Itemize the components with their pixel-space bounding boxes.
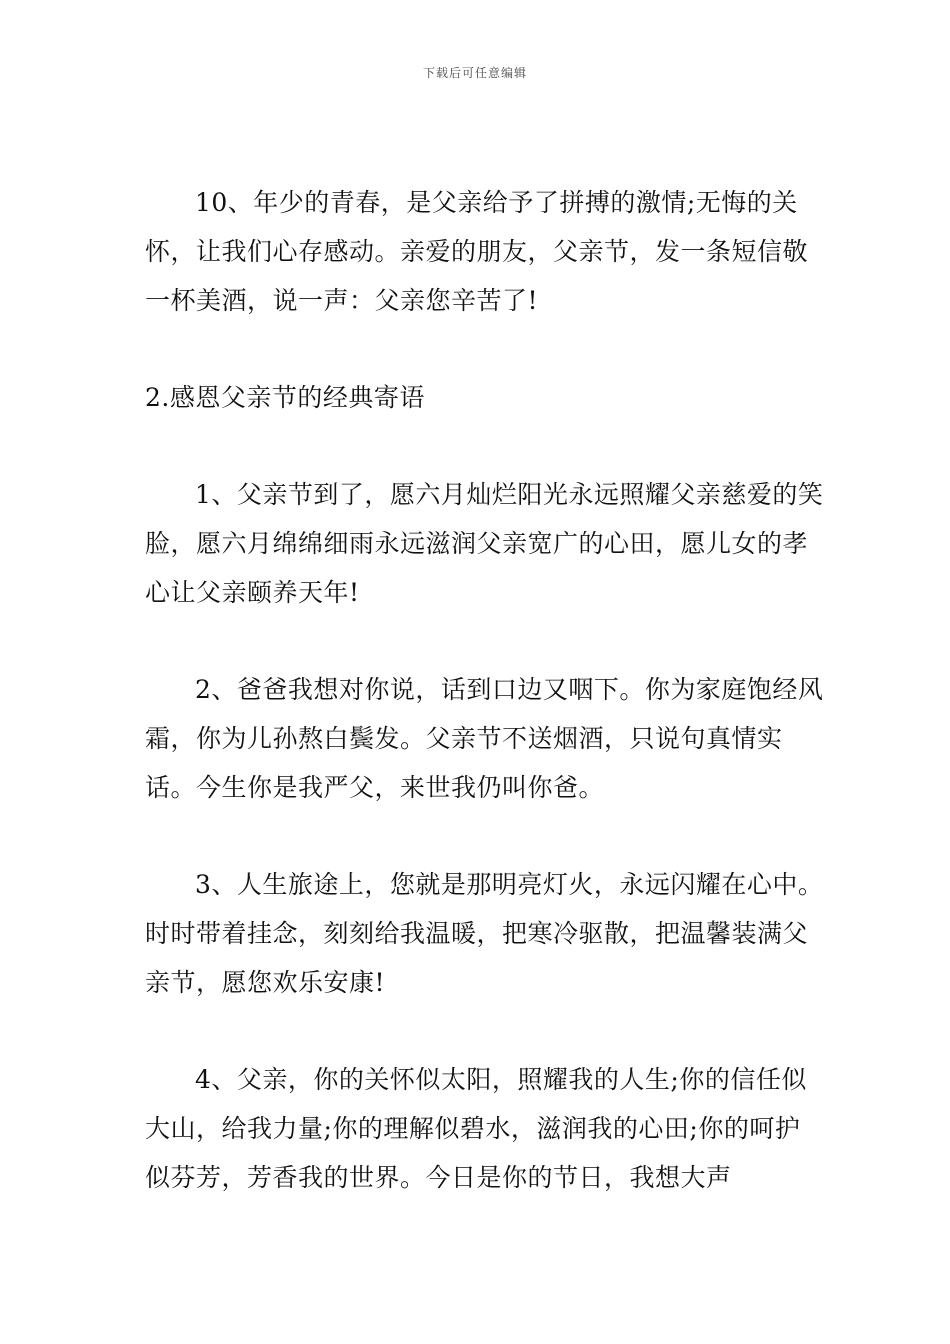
- paragraph-10: 10、年少的青春，是父亲给予了拼搏的激情;无悔的关怀，让我们心存感动。亲爱的朋友，父亲节，发一条短信敬一杯美酒，说一声：父亲您辛苦了!: [145, 188, 809, 315]
- document-body: [145, 178, 825, 1250]
- section-heading: 2.感恩父亲节的经典寄语: [145, 383, 425, 412]
- paragraph-1: 1、父亲节到了，愿六月灿烂阳光永远照耀父亲慈爱的笑脸，愿六月绵绵细雨永远滋润父亲宽广的心田，愿儿女的孝心让父亲颐养天年!: [145, 480, 824, 607]
- page-header: 下载后可任意编辑: [422, 66, 527, 80]
- paragraph-3: 3、人生旅途上，您就是那明亮灯火，永远闪耀在心中。时时带着挂念，刻刻给我温暖，把寒冷驱散，把温馨装满父亲节，愿您欢乐安康!: [145, 870, 824, 997]
- paragraph-4: 4、父亲，你的关怀似太阳，照耀我的人生;你的信任似大山，给我力量;你的理解似碧水，滋润我的心田;你的呵护似芬芳，芳香我的世界。今日是你的节日，我想大声: [145, 1065, 807, 1192]
- paragraph-2: 2、爸爸我想对你说，话到口边又咽下。你为家庭饱经风霜，你为儿孙熬白鬓发。父亲节不送烟酒，只说句真情实话。今生你是我严父，来世我仍叫你爸。: [145, 675, 824, 802]
